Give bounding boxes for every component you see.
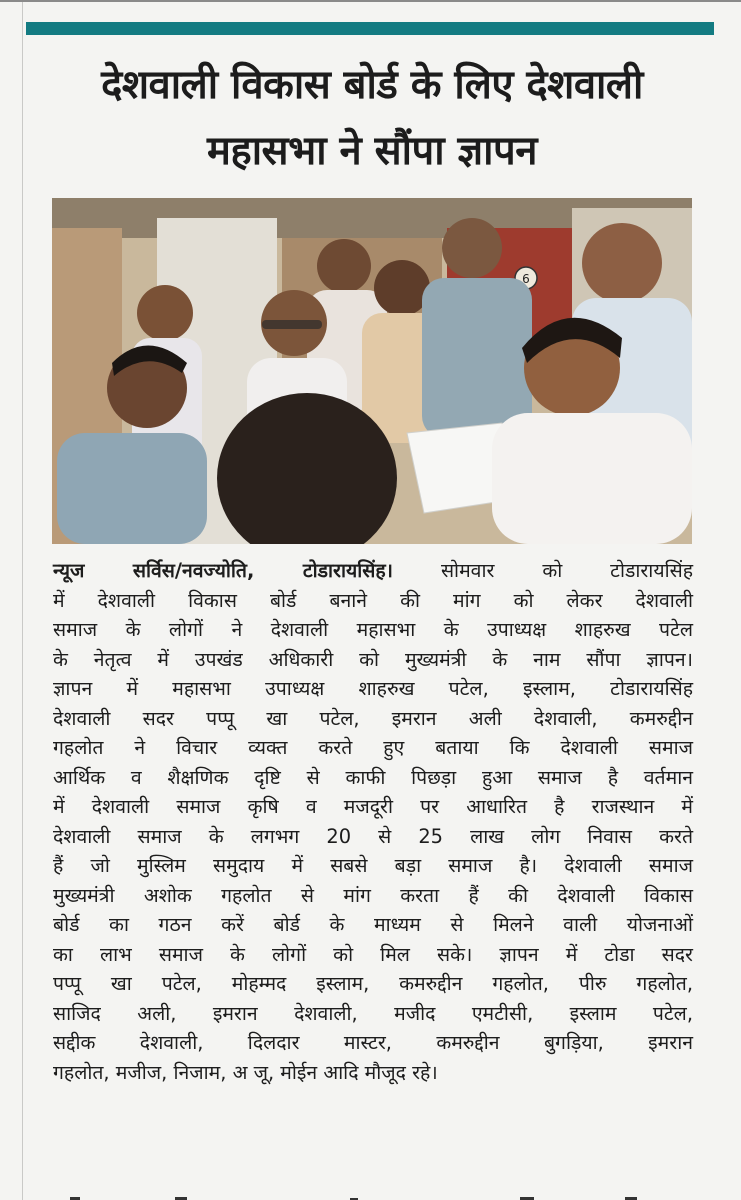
next-article-cut-off bbox=[0, 1188, 741, 1200]
top-rule bbox=[0, 0, 741, 2]
article-line bbox=[53, 556, 693, 586]
article-line: में देशवाली समाज कृषि व मजदूरी पर आधारित है राजस्थान में bbox=[53, 795, 693, 818]
article-line: साजिद अली, इमरान देशवाली, मजीद एमटीसी, इस्लाम पटेल, bbox=[53, 1001, 693, 1025]
article-line: हैं जो मुस्लिम समुदाय में सबसे बड़ा समाज है। देशवाली समाज bbox=[53, 854, 693, 877]
cut-off-text-fragments bbox=[0, 1191, 741, 1200]
article-line: देशवाली सदर पप्पू खा पटेल, इमरान अली देशवाली, कमरुद्दीन bbox=[53, 706, 693, 730]
svg-text:6: 6 bbox=[522, 272, 530, 286]
article-line: मुख्यमंत्री अशोक गहलोत से मांग करता हैं की देशवाली विकास bbox=[53, 883, 693, 907]
article-line: ज्ञापन में महासभा उपाध्यक्ष शाहरुख पटेल, इस्लाम, टोडारायसिंह bbox=[53, 677, 693, 700]
article-line: बोर्ड का गठन करें बोर्ड के माध्यम से मिलने वाली योजनाओं bbox=[53, 913, 693, 936]
article-line: में देशवाली विकास बोर्ड बनाने की मांग को लेकर देशवाली bbox=[53, 588, 693, 612]
article-line: का लाभ समाज के लोगों को मिल सके। ज्ञापन में टोडा सदर bbox=[53, 942, 693, 966]
section-accent-bar bbox=[26, 22, 714, 35]
article-line: पप्पू खा पटेल, मोहम्मद इस्लाम, कमरुद्दीन गहलोत, पीरु गहलोत, bbox=[53, 972, 693, 995]
headline-line-1: देशवाली विकास बोर्ड के लिए देशवाली bbox=[101, 62, 643, 108]
news-photo bbox=[52, 198, 692, 544]
article-body bbox=[53, 556, 693, 1087]
page-edge-divider bbox=[22, 2, 23, 1200]
article-line: सद्दीक देशवाली, दिलदार मास्टर, कमरुद्दीन बुगड़िया, इमरान bbox=[53, 1031, 693, 1054]
article-lead: सोमवार को टोडारायसिंह bbox=[393, 559, 694, 582]
article-line: गहलोत, मजीज, निजाम, अ जू, मोईन आदि मौजूद रहे। bbox=[53, 1060, 438, 1084]
article-line: गहलोत ने विचार व्यक्त करते हुए बताया कि देशवाली समाज bbox=[53, 736, 693, 759]
article-line: के नेतृत्व में उपखंड अधिकारी को मुख्यमंत्री के नाम सौंपा ज्ञापन। bbox=[53, 647, 693, 671]
news-photo-image bbox=[52, 198, 692, 544]
article-line: आर्थिक व शैक्षणिक दृष्टि से काफी पिछड़ा हुआ समाज है वर्तमान bbox=[53, 765, 693, 789]
article-line: देशवाली समाज के लगभग 20 से 25 लाख लोग निवास करते bbox=[53, 824, 693, 848]
article-byline: न्यूज सर्विस/नवज्योति, टोडारायसिंह। bbox=[53, 559, 394, 582]
article-line: समाज के लोगों ने देशवाली महासभा के उपाध्यक्ष शाहरुख पटेल bbox=[53, 618, 693, 641]
headline bbox=[30, 52, 714, 184]
headline-line-2: महासभा ने सौंपा ज्ञापन bbox=[207, 128, 537, 174]
